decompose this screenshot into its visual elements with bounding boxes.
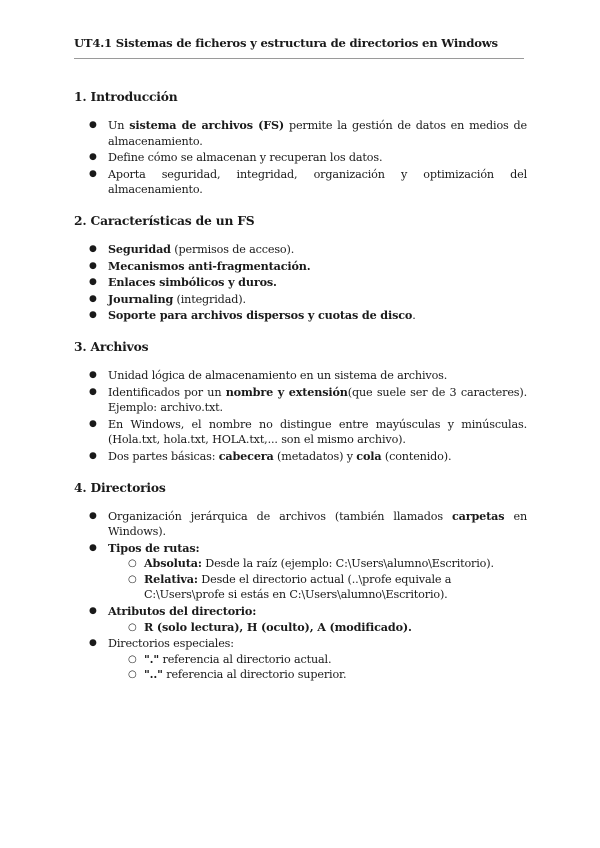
document-body <box>74 88 527 697</box>
text-run: Desde el directorio actual (..\profe equivale a C:\Users\profe si estás en C:\Users\alumno\Escritorio). <box>144 572 452 602</box>
text-run: Directorios especiales: <box>108 637 234 651</box>
list-item <box>74 604 527 635</box>
section-heading-directorios: 4. Directorios <box>74 479 166 495</box>
list-item <box>74 541 527 603</box>
bold-term: Journaling <box>108 291 174 306</box>
text-run: Desde la raíz (ejemplo: C:\Users\alumno\Escritorio). <box>201 557 494 571</box>
bold-term: "." <box>144 651 160 666</box>
text-run: Unidad lógica de almacenamiento en un sistema de archivos. <box>108 368 448 382</box>
bullet-icon: ● <box>89 243 97 254</box>
sub-bullet-icon: ○ <box>128 669 137 681</box>
bold-term: Absoluta: <box>144 556 202 571</box>
list-item <box>74 449 527 465</box>
bold-term: Seguridad <box>108 241 171 256</box>
list-item <box>74 417 527 448</box>
sub-bullet-icon: ○ <box>128 653 137 665</box>
bullet-icon: ● <box>89 386 97 397</box>
sublist-item <box>108 652 527 668</box>
bullet-icon: ● <box>89 310 97 321</box>
bullet-icon: ● <box>89 510 97 521</box>
sublist-especiales <box>108 652 527 683</box>
list-item <box>74 242 527 258</box>
sublist-item <box>108 556 527 572</box>
list-item <box>74 292 527 308</box>
bullet-icon: ● <box>89 152 97 163</box>
bold-term: carpetas <box>452 508 505 523</box>
sublist-item <box>108 572 527 603</box>
bullet-icon: ● <box>89 168 97 179</box>
sub-bullet-icon: ○ <box>128 573 137 585</box>
list-introduccion <box>74 118 527 198</box>
bold-term: Enlaces simbólicos y duros. <box>108 275 277 290</box>
bold-term: cola <box>356 448 382 463</box>
list-item <box>74 509 527 540</box>
list-item <box>74 368 527 384</box>
bold-term: Mecanismos anti-fragmentación. <box>108 258 311 273</box>
bullet-icon: ● <box>89 293 97 304</box>
list-item <box>74 275 527 291</box>
page-header: UT4.1 Sistemas de ficheros y estructura de directorios en Windows <box>74 36 498 50</box>
bold-term: Tipos de rutas: <box>108 540 200 555</box>
bullet-icon: ● <box>89 606 97 617</box>
text-run: . <box>412 309 416 323</box>
section-heading-introduccion: 1. Introducción <box>74 89 178 104</box>
sub-bullet-icon: ○ <box>128 558 137 570</box>
text-run: (que suele ser de 3 caracteres). Ejemplo: archivo.txt. <box>108 385 527 415</box>
list-item <box>74 385 527 416</box>
sublist-rutas <box>108 556 527 603</box>
bold-term: cabecera <box>218 448 274 463</box>
text-run: (permisos de acceso). <box>170 242 295 256</box>
bold-term: Atributos del directorio: <box>108 604 257 619</box>
list-item <box>74 259 527 275</box>
bullet-icon: ● <box>89 260 97 271</box>
text-run: (contenido). <box>381 449 452 463</box>
text-run: (metadatos) y <box>273 449 357 463</box>
text-run: Un <box>108 119 130 132</box>
text-run: referencia al directorio superior. <box>162 668 347 682</box>
sub-bullet-icon: ○ <box>128 621 137 633</box>
sublist-item <box>108 620 527 636</box>
section-heading-archivos: 3. Archivos <box>74 338 149 354</box>
header-rule <box>74 58 524 59</box>
text-run: en Windows). <box>108 509 527 539</box>
list-item <box>74 150 527 166</box>
list-directorios <box>74 509 527 684</box>
text-run: referencia al directorio actual. <box>159 652 332 666</box>
text-run: permite la gestión de datos en medios de almacenamiento. <box>108 119 527 148</box>
text-run: Identificados por un <box>108 385 226 399</box>
sublist-item <box>108 667 527 683</box>
bullet-icon: ● <box>89 418 97 429</box>
text-run: Aporta seguridad, integridad, organización y optimización del almacenamiento. <box>108 167 527 197</box>
text-run: (integridad). <box>173 292 246 306</box>
bullet-icon: ● <box>89 369 97 380</box>
bullet-icon: ● <box>89 277 97 288</box>
text-run: En Windows, el nombre no distingue entre mayúsculas y minúsculas. (Hola.txt, hola.txt, HOLA.txt,... son el mismo archivo). <box>108 417 527 447</box>
text-run: Dos partes básicas: <box>108 449 219 463</box>
bullet-icon: ● <box>89 638 97 649</box>
bold-term: Relativa: <box>144 571 198 586</box>
bold-term: nombre y extensión <box>225 384 348 399</box>
bold-term: ".." <box>144 667 163 682</box>
list-item <box>74 636 527 683</box>
section-heading-caracteristicas: 2. Características de un FS <box>74 212 255 228</box>
bold-term: Soporte para archivos dispersos y cuotas de disco <box>108 308 413 323</box>
text-run: Define cómo se almacenan y recuperan los datos. <box>108 151 383 165</box>
list-caracteristicas <box>74 242 527 324</box>
text-run: Organización jerárquica de archivos (también llamados <box>108 509 452 523</box>
list-item <box>74 118 527 149</box>
sublist-atributos <box>108 620 527 636</box>
bold-term: R (solo lectura), H (oculto), A (modificado). <box>144 619 412 634</box>
bold-term: sistema de archivos (FS) <box>129 118 285 132</box>
list-item <box>74 308 527 324</box>
bullet-icon: ● <box>89 120 97 130</box>
bullet-icon: ● <box>89 542 97 553</box>
bullet-icon: ● <box>89 450 97 461</box>
list-archivos <box>74 368 527 465</box>
list-item <box>74 167 527 198</box>
